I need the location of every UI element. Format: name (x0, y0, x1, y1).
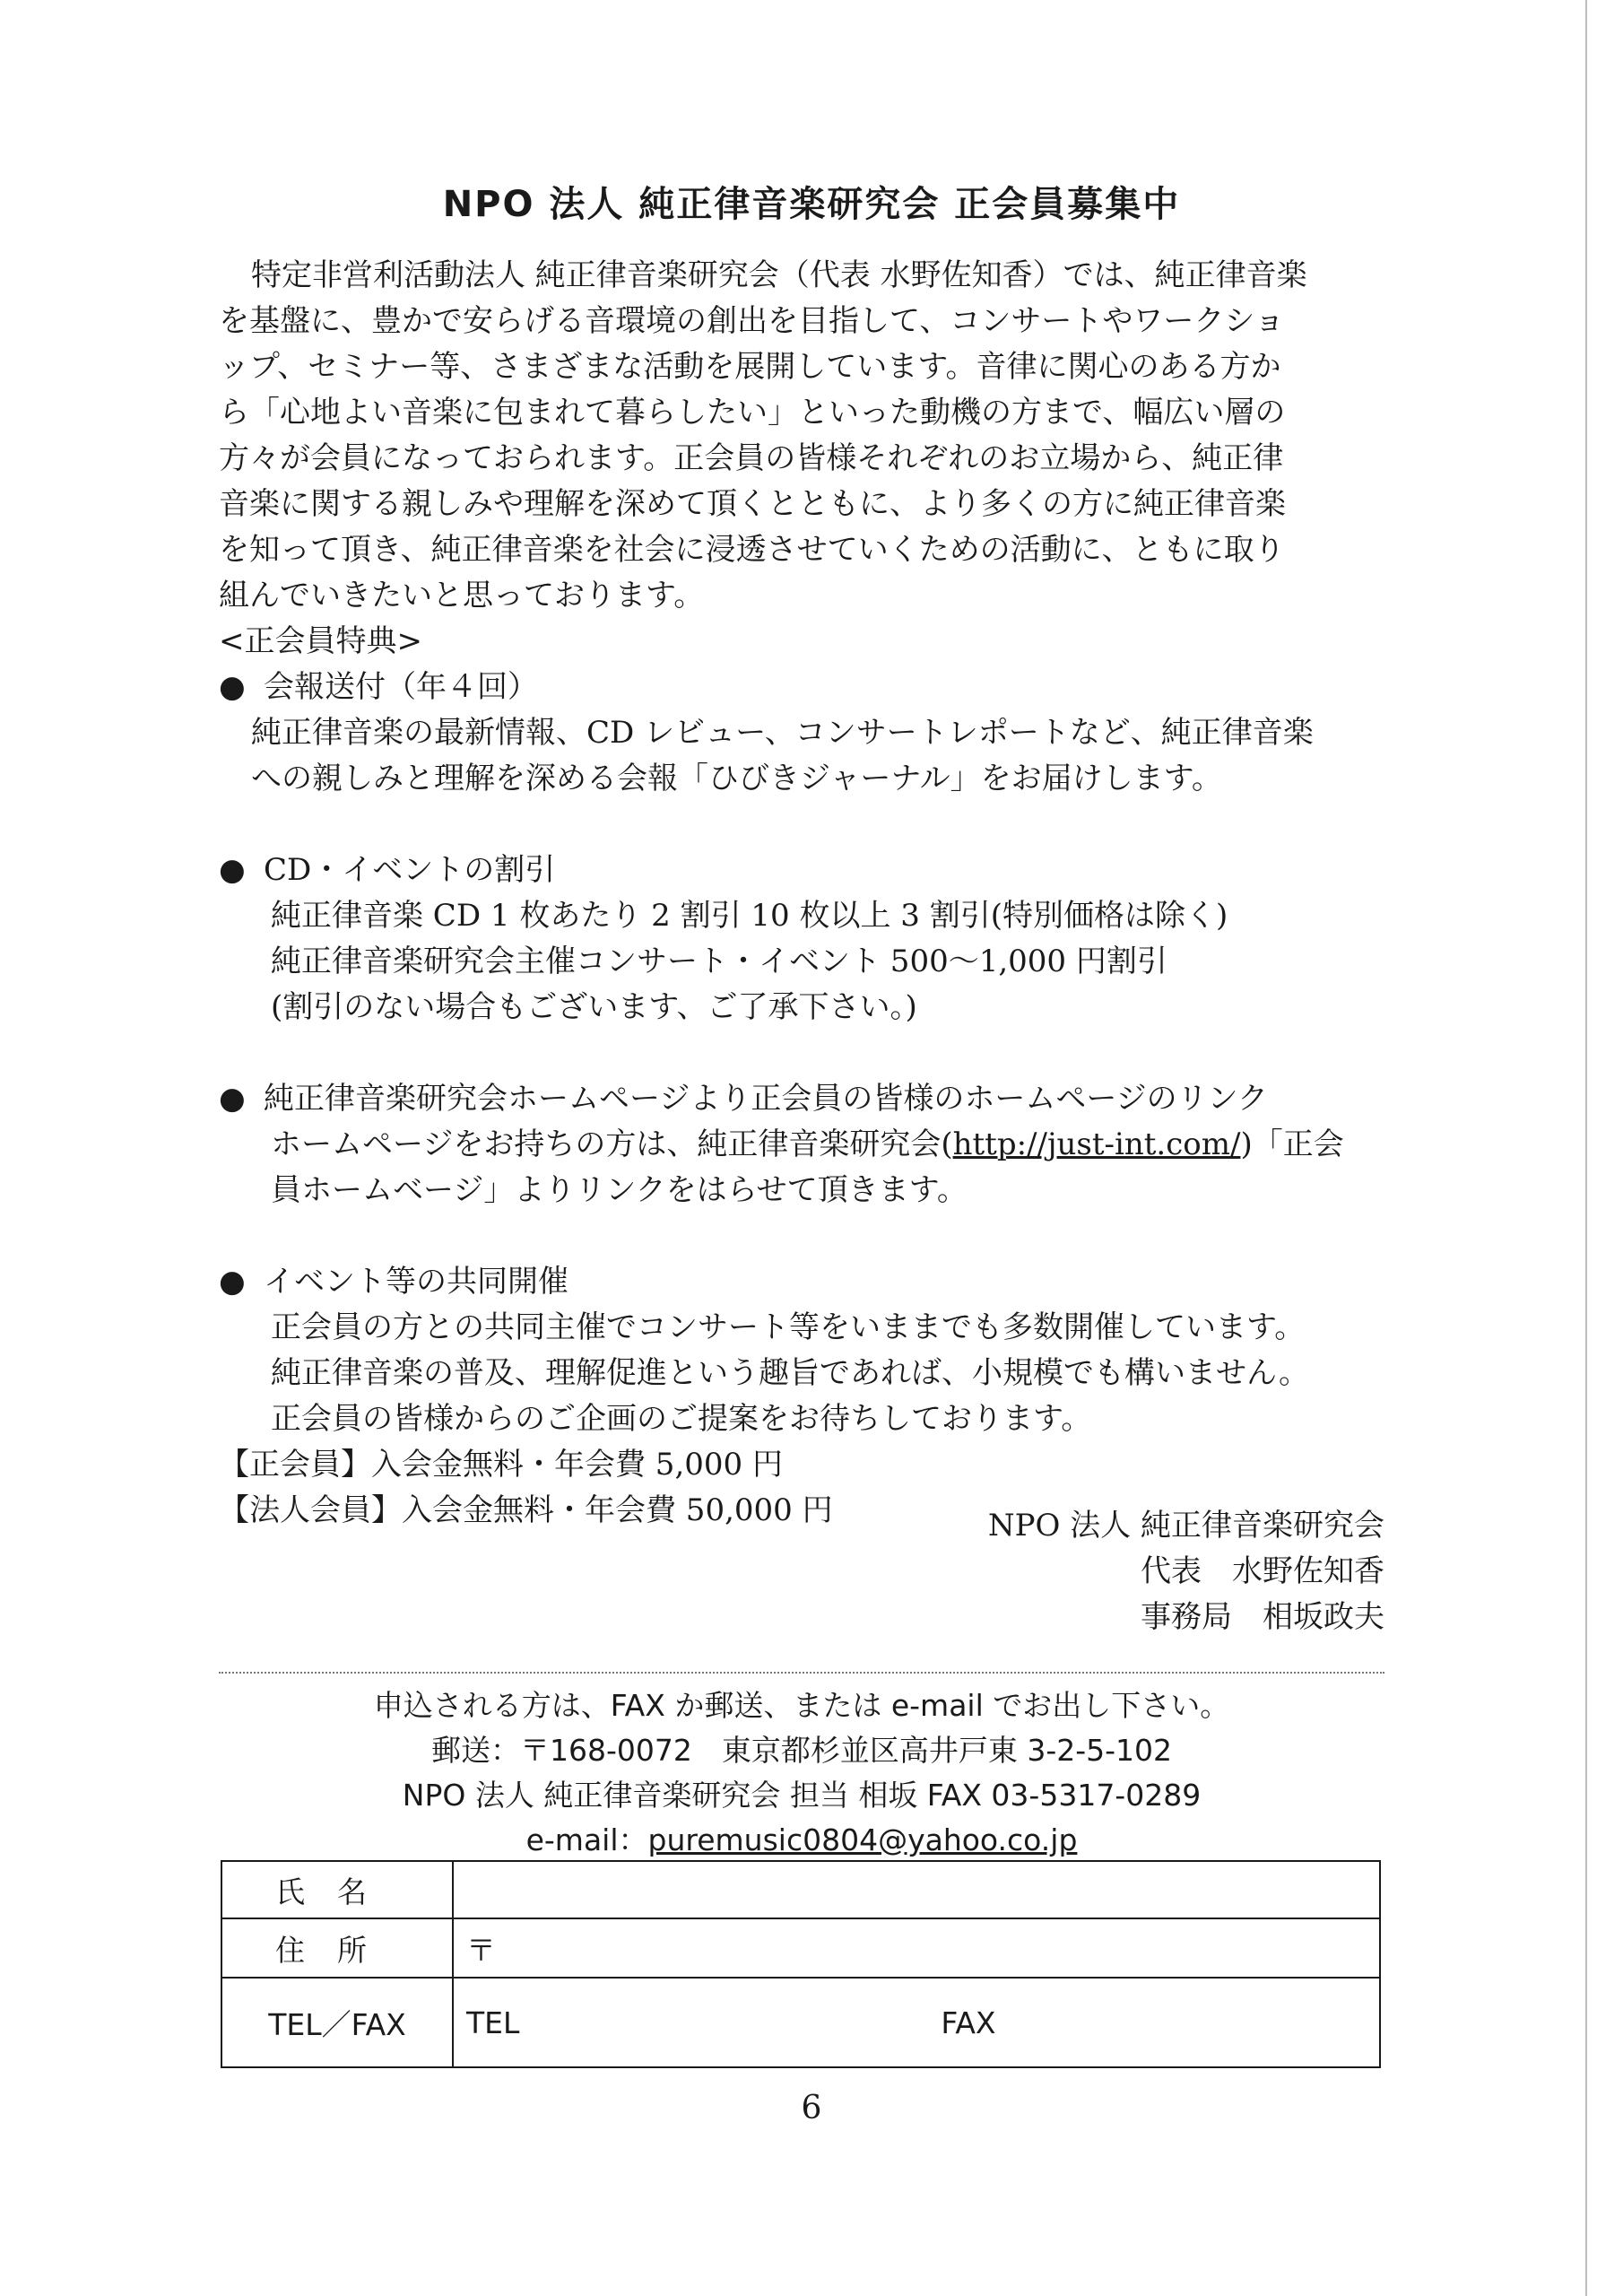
bullet-icon: ● (219, 1081, 246, 1117)
form-row-name (221, 1861, 1380, 1918)
email-link[interactable]: puremusic0804@yahoo.co.jp (647, 1822, 1078, 1857)
apply-instruction: 申込される方は、FAX か郵送、または e-mail でお出し下さい。 (373, 1688, 1230, 1723)
benefit-line: 正会員の皆様からのご企画のご提案をお待ちしております。 (271, 1401, 1092, 1437)
bullet-icon: ● (219, 669, 246, 705)
signature-representative: 代表 水野佐知香 (1141, 1553, 1384, 1589)
benefit-line (219, 1122, 1384, 1168)
page-edge-line (1585, 0, 1587, 2296)
apply-email (219, 1817, 1384, 1862)
benefit-title-text: CD・イベントの割引 (264, 852, 556, 888)
benefit-title-text: イベント等の共同開催 (264, 1264, 568, 1300)
address-field[interactable] (453, 1918, 1380, 1978)
benefit-line: (割引のない場合もございます、ご了承下さい。) (271, 989, 917, 1025)
benefit-line: 純正律音楽研究会主催コンサート・イベント 500～1,000 円割引 (271, 944, 1167, 979)
intro-line: 組んでいきたいと思っております。 (219, 578, 705, 613)
page-title: NPO 法人 純正律音楽研究会 正会員募集中 (442, 184, 1181, 225)
homepage-link[interactable]: http://just-int.com/ (952, 1126, 1241, 1162)
benefit-line: 正会員の方との共同主催でコンサート等をいままでも多数開催しています。 (271, 1309, 1306, 1345)
benefit-line: 純正律音楽 CD 1 枚あたり 2 割引 10 枚以上 3 割引(特別価格は除く) (271, 898, 1228, 934)
intro-line: 音楽に関する親しみや理解を深めて頂くとともに、より多くの方に純正律音楽 (219, 486, 1286, 522)
signature-office: 事務局 相坂政夫 (1141, 1599, 1384, 1635)
application-info (219, 1683, 1384, 1862)
benefit-title (219, 665, 1384, 710)
address-label: 住所 (221, 1918, 453, 1978)
signature-block (988, 1503, 1384, 1640)
application-form (221, 1860, 1381, 2068)
cut-line (219, 1672, 1384, 1674)
postal-mark: 〒 (466, 1932, 496, 1968)
benefit-line-text: ホームページをお持ちの方は、純正律音楽研究会( (271, 1126, 953, 1162)
tel-label: TEL (466, 2005, 520, 2040)
fax-label: FAX (941, 2005, 996, 2040)
benefit-title (219, 1076, 1384, 1122)
benefit-title-text: 純正律音楽研究会ホームページより正会員の皆様のホームページのリンク (264, 1081, 1268, 1117)
benefit-line: 純正律音楽の最新情報、CD レビュー、コンサートレポートなど、純正律音楽 (251, 715, 1314, 751)
benefit-title (219, 1259, 1384, 1305)
signature-org: NPO 法人 純正律音楽研究会 (987, 1508, 1384, 1544)
fee-regular: 【正会員】入会金無料・年会費 5,000 円 (219, 1447, 783, 1483)
telfax-label: TEL／FAX (221, 1978, 453, 2067)
form-row-address (221, 1918, 1380, 1978)
intro-paragraph (219, 253, 1384, 1534)
intro-line: 方々が会員になっておられます。正会員の皆様それぞれのお立場から、純正律 (219, 440, 1284, 476)
intro-line: 特定非営利活動法人 純正律音楽研究会（代表 水野佐知香）では、純正律音楽 (251, 257, 1307, 293)
benefit-line: への親しみと理解を深める会報「ひびきジャーナル」をお届けします。 (251, 761, 1222, 796)
benefit-line: 員ホームベージ」よりリンクをはらせて頂きます。 (271, 1172, 968, 1208)
email-label: e-mail： (525, 1822, 648, 1857)
benefit-title (219, 848, 1384, 893)
benefit-line-text: )「正会 (1240, 1126, 1344, 1162)
name-field[interactable] (453, 1861, 1380, 1918)
benefit-title-text: 会報送付（年４回） (264, 669, 538, 705)
apply-contact: NPO 法人 純正律音楽研究会 担当 相坂 FAX 03-5317-0289 (402, 1778, 1202, 1813)
intro-line: ら「心地よい音楽に包まれて暮らしたい」といった動機の方まで、幅広い層の (219, 395, 1286, 430)
telfax-field[interactable] (453, 1978, 1380, 2067)
name-label: 氏名 (221, 1861, 453, 1918)
bullet-icon: ● (219, 1264, 246, 1300)
page-number: 6 (801, 2090, 822, 2126)
benefit-line: 純正律音楽の普及、理解促進という趣旨であれば、小規模でも構いません。 (271, 1355, 1310, 1391)
intro-line: ップ、セミナー等、さまざまな活動を展開しています。音律に関心のある方か (219, 349, 1281, 385)
fee-corporate: 【法人会員】入会金無料・年会費 50,000 円 (219, 1492, 833, 1528)
bullet-icon: ● (219, 852, 246, 888)
apply-postal: 郵送：〒168-0072 東京都杉並区高井戸東 3-2-5-102 (430, 1733, 1173, 1768)
intro-line: を知って頂き、純正律音楽を社会に浸透させていくための活動に、ともに取り (219, 532, 1285, 568)
form-row-telfax (221, 1978, 1380, 2067)
intro-line: を基盤に、豊かで安らげる音環境の創出を目指して、コンサートやワークショ (219, 303, 1285, 339)
benefits-heading: <正会員特典> (219, 623, 422, 659)
